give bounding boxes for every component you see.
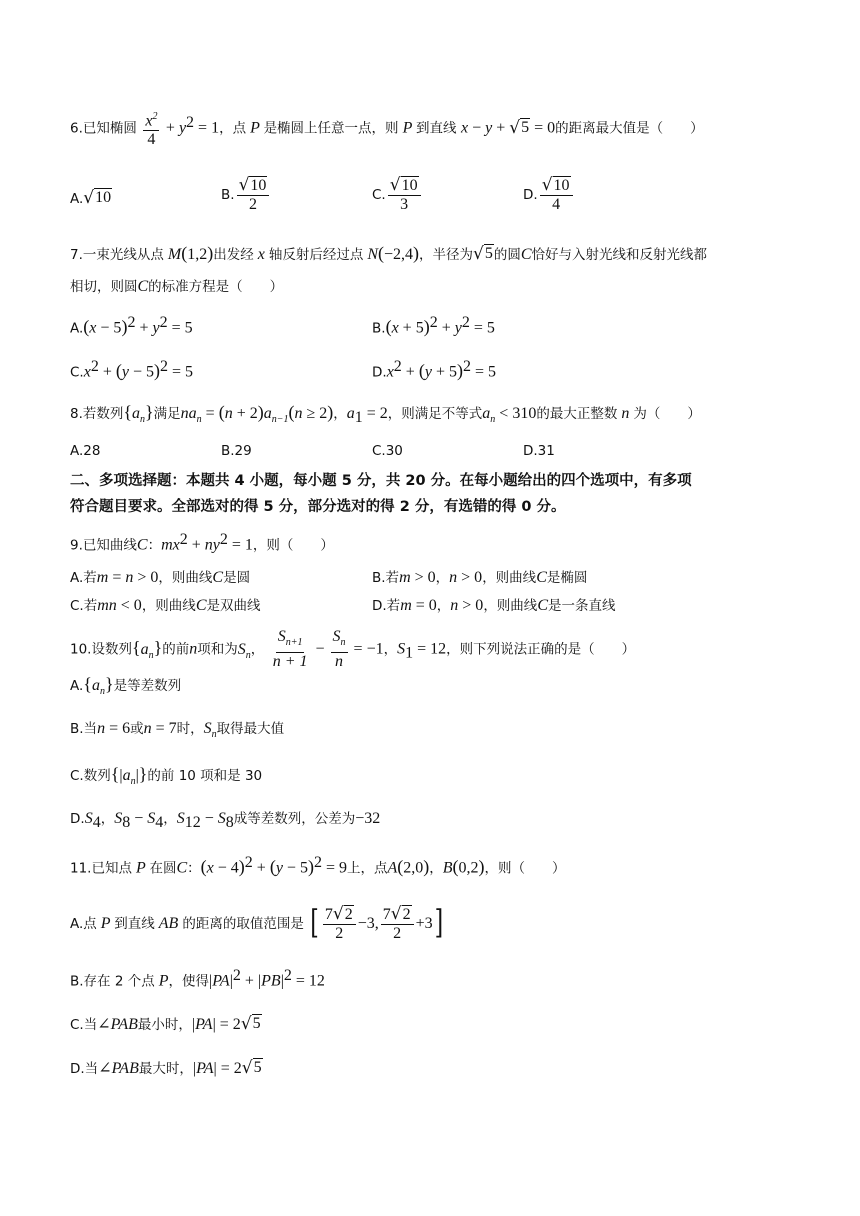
q11-option-b-prefix: B.存在 2 个点 [70,973,155,990]
q10-option-a: $A.\{a_n\}$是等差数列 [70,674,182,698]
question-7-line-2: 相切，则圆C的标准方程是（ ） [70,278,284,295]
q7-option-a-label: A. [70,320,84,337]
q6-option-b: B. √ 10 2 [221,176,271,214]
q9-option-a-prefix: A.若 [70,570,97,586]
q7-option-d: $D.x^2 + (y + 5)^2 = 5$ [372,358,496,381]
q10-option-c: C.数列$\{|a_n|\}$的前 10 项和是 30 [70,764,263,788]
q6-option-b-denominator: 2 [248,196,257,213]
q11-option-a-suffix: 的距离的取值范围是 [182,916,304,932]
q9-option-a: A.若m = n > 0，则曲线C是圆 [70,569,251,586]
q8-text-d: 的最大正整数 [536,406,618,422]
section-2-heading-line-2: 符合题目要求。全部选对的得 5 分，部分选对的得 2 分，有选错的得 0 分。 [70,499,566,515]
q11-text-a: 11.已知点 [70,860,132,877]
q8-option-a: A.28 [70,443,101,459]
q6-text: 已知椭圆 [82,120,137,137]
q9-option-c: C.若mn < 0，则曲线C是双曲线 [70,597,261,614]
q10-text-a: 10.设数列 [70,641,132,658]
q10-option-d-suffix: 成等差数列，公差为 [233,811,356,827]
q6-option-c-label: C. [372,187,386,203]
q7-option-b: $B.(x + 5)^2 + y^2 = 5$ [372,314,495,337]
q10-option-b-when: 时， [176,721,204,737]
q9-option-b-prefix: B.若 [372,570,400,586]
q9-option-b-suffix: 是椭圆 [546,570,588,586]
q10-option-b-suffix: 取得最大值 [216,721,285,737]
q9-text-b: ，则（ ） [252,537,334,554]
q10-option-b: B.当n = 6或n = 7时，$S_n$取得最大值 [70,720,285,741]
q9-option-d-prefix: D.若 [372,598,401,614]
q10-text-b: 的前 [162,641,190,658]
section-2-heading-line-1: 二、多项选择题：本题共 4 小题，每小题 5 分，共 20 分。在每小题给出的四个选项中，有多项 [70,473,692,489]
q9-option-d-suffix: 是一条直线 [547,598,616,614]
q11-option-a: A.点 P 到直线 AB 的距离的取值范围是 [ 7 √ 2 2 −3, 7 √ 2 2 +3] [70,904,444,942]
question-7-line-1: 7.一束光线从点 M(1,2)出发经 x 轴反射后经过点 N(−2,4)，半径为 √ 5 的圆C恰好与入射光线和反射光线都 [70,243,708,264]
q10-option-c-suffix: 的前 10 项和是 30 [147,768,263,784]
q10-option-b-or: 或 [130,721,144,737]
q9-option-b: B.若m > 0，n > 0，则曲线C是椭圆 [372,569,588,586]
q7-text-b: 出发经 [213,247,254,263]
q11-text-c: 上，点 [346,860,388,877]
question-10: 10.设数列$\{a_n\}$的前n项和为$S_n$， $\frac{S_{n+1}}{n + 1}$ − $\frac{S_n}{n}$ = −1，$S_1 = 12$，则下列说法正确的是（ ） [70,628,636,671]
q8-text-c: ，则满足不等式 [387,406,483,422]
q9-option-a-mid: ，则曲线 [158,570,213,586]
question-8: 8.若数列$\{a_n\}$满足$na_n = (n + 2)a_{n-1}(n \ge 2)$，$a_1 = 2$，则满足不等式$a_n < 310$的最大正整数 n 为（ ） [70,402,701,426]
q11-option-d-mid: 最大时， [138,1061,193,1077]
q6-option-d-label: D. [523,187,538,203]
q8-text-b: 满足 [153,406,181,422]
q7-line2-text-b: 的标准方程是（ ） [148,279,284,295]
q11-text-d: ，则（ ） [484,860,566,877]
q6-option-c: C. √ 10 3 [372,176,423,214]
q11-option-d-prefix: D.当 [70,1061,99,1077]
q11-option-c-prefix: C.当 [70,1017,98,1033]
q6-option-c-denominator: 3 [400,196,409,213]
q8-text-e: 为（ ） [633,406,701,422]
q9-option-a-suffix: 是圆 [223,570,251,586]
q9-option-c-mid: ，则曲线 [141,598,196,614]
q6-text-e: 的距离最大值是（ ） [555,120,704,137]
question-6: 6.已知椭圆 $\frac{x^2}{4}$ + $y^2 = 1$，点 P 是椭圆上任意一点，则 P 到直线 x − y + √ 5 = 0的距离最大值是（ ） [70,108,704,149]
q7-text-e: 的圆 [493,247,521,263]
q9-option-d-mid: ，则曲线 [483,598,538,614]
question-11: 11.已知点 P 在圆C：$(x - 4)^2 + (y - 5)^2 = 9$上，点A(2,0)，B(0,2)，则（ ） [70,854,566,877]
q11-option-c: C.当∠PAB最小时，|PA| = 2 √ 5 [70,1014,261,1034]
q6-text-d: 到直线 [416,120,457,137]
q11-option-b-mid: ，使得 [168,973,210,990]
q7-option-c: $C.x^2 + (y - 5)^2 = 5$ [70,358,194,381]
q8-option-c: C.30 [372,443,403,459]
q11-text-b: 在圆 [149,860,177,877]
q8-option-d: D.31 [523,443,555,459]
q9-text-a: 9.已知曲线 [70,537,137,554]
q10-option-a-text: 是等差数列 [113,678,182,694]
q6-text-c: 是椭圆上任意一点，则 [263,120,399,137]
q7-line2-text: 相切，则圆 [70,279,138,295]
q7-text-f: 恰好与入射光线和反射光线都 [531,247,708,263]
q10-text-c: 项和为 [197,641,238,658]
q10-option-d: $D.S_4$，$S_8 - S_4$，$S_{12} - S_8$成等差数列，公差为−32 [70,810,381,831]
q6-option-a: A. √ 10 [70,188,112,208]
q8-text-a: 8.若数列 [70,406,124,422]
q7-option-a: $A.(x - 5)^2 + y^2 = 5$ [70,314,193,337]
question-9: 9.已知曲线C：$mx^2 + ny^2 = 1$，则（ ） [70,531,334,554]
q7-text-c: 轴反射后经过点 [268,247,364,263]
q6-number: 6. [70,120,83,137]
q7-option-d-label: D. [372,364,387,381]
q11-option-b: B.存在 2 个点 P，使得$|PA|^2 + |PB|^2 = 12$ [70,967,325,990]
q11-option-a-prefix: A.点 [70,916,97,932]
q7-text-d: ，半径为 [419,247,474,263]
q11-option-d: D.当∠PAB最大时，|PA| = 2 √ 5 [70,1058,262,1078]
q6-option-d: D. √ 10 4 [523,176,575,214]
q6-option-a-label: A. [70,191,84,207]
q9-option-c-suffix: 是双曲线 [206,598,261,614]
q11-option-a-mid: 到直线 [114,916,155,932]
q6-text-b: ，点 [219,120,247,137]
q6-option-d-denominator: 4 [552,196,561,213]
q11-option-c-mid: 最小时， [137,1017,192,1033]
q9-option-b-mid: ，则曲线 [482,570,537,586]
q10-option-b-prefix: B.当 [70,721,98,737]
q8-option-b: B.29 [221,443,252,459]
q7-option-c-label: C. [70,364,84,381]
q10-option-c-prefix: C.数列 [70,768,111,784]
q7-text-a: 7.一束光线从点 [70,247,164,263]
q9-option-c-prefix: C.若 [70,598,98,614]
q6-fraction: $\frac{x^2}{4}$ [143,108,159,149]
q10-text-d: ，则下列说法正确的是（ ） [446,641,636,658]
q9-option-d: D.若m = 0，n > 0，则曲线C是一条直线 [372,597,616,614]
q6-option-b-label: B. [221,187,235,203]
q7-option-b-label: B. [372,320,386,337]
